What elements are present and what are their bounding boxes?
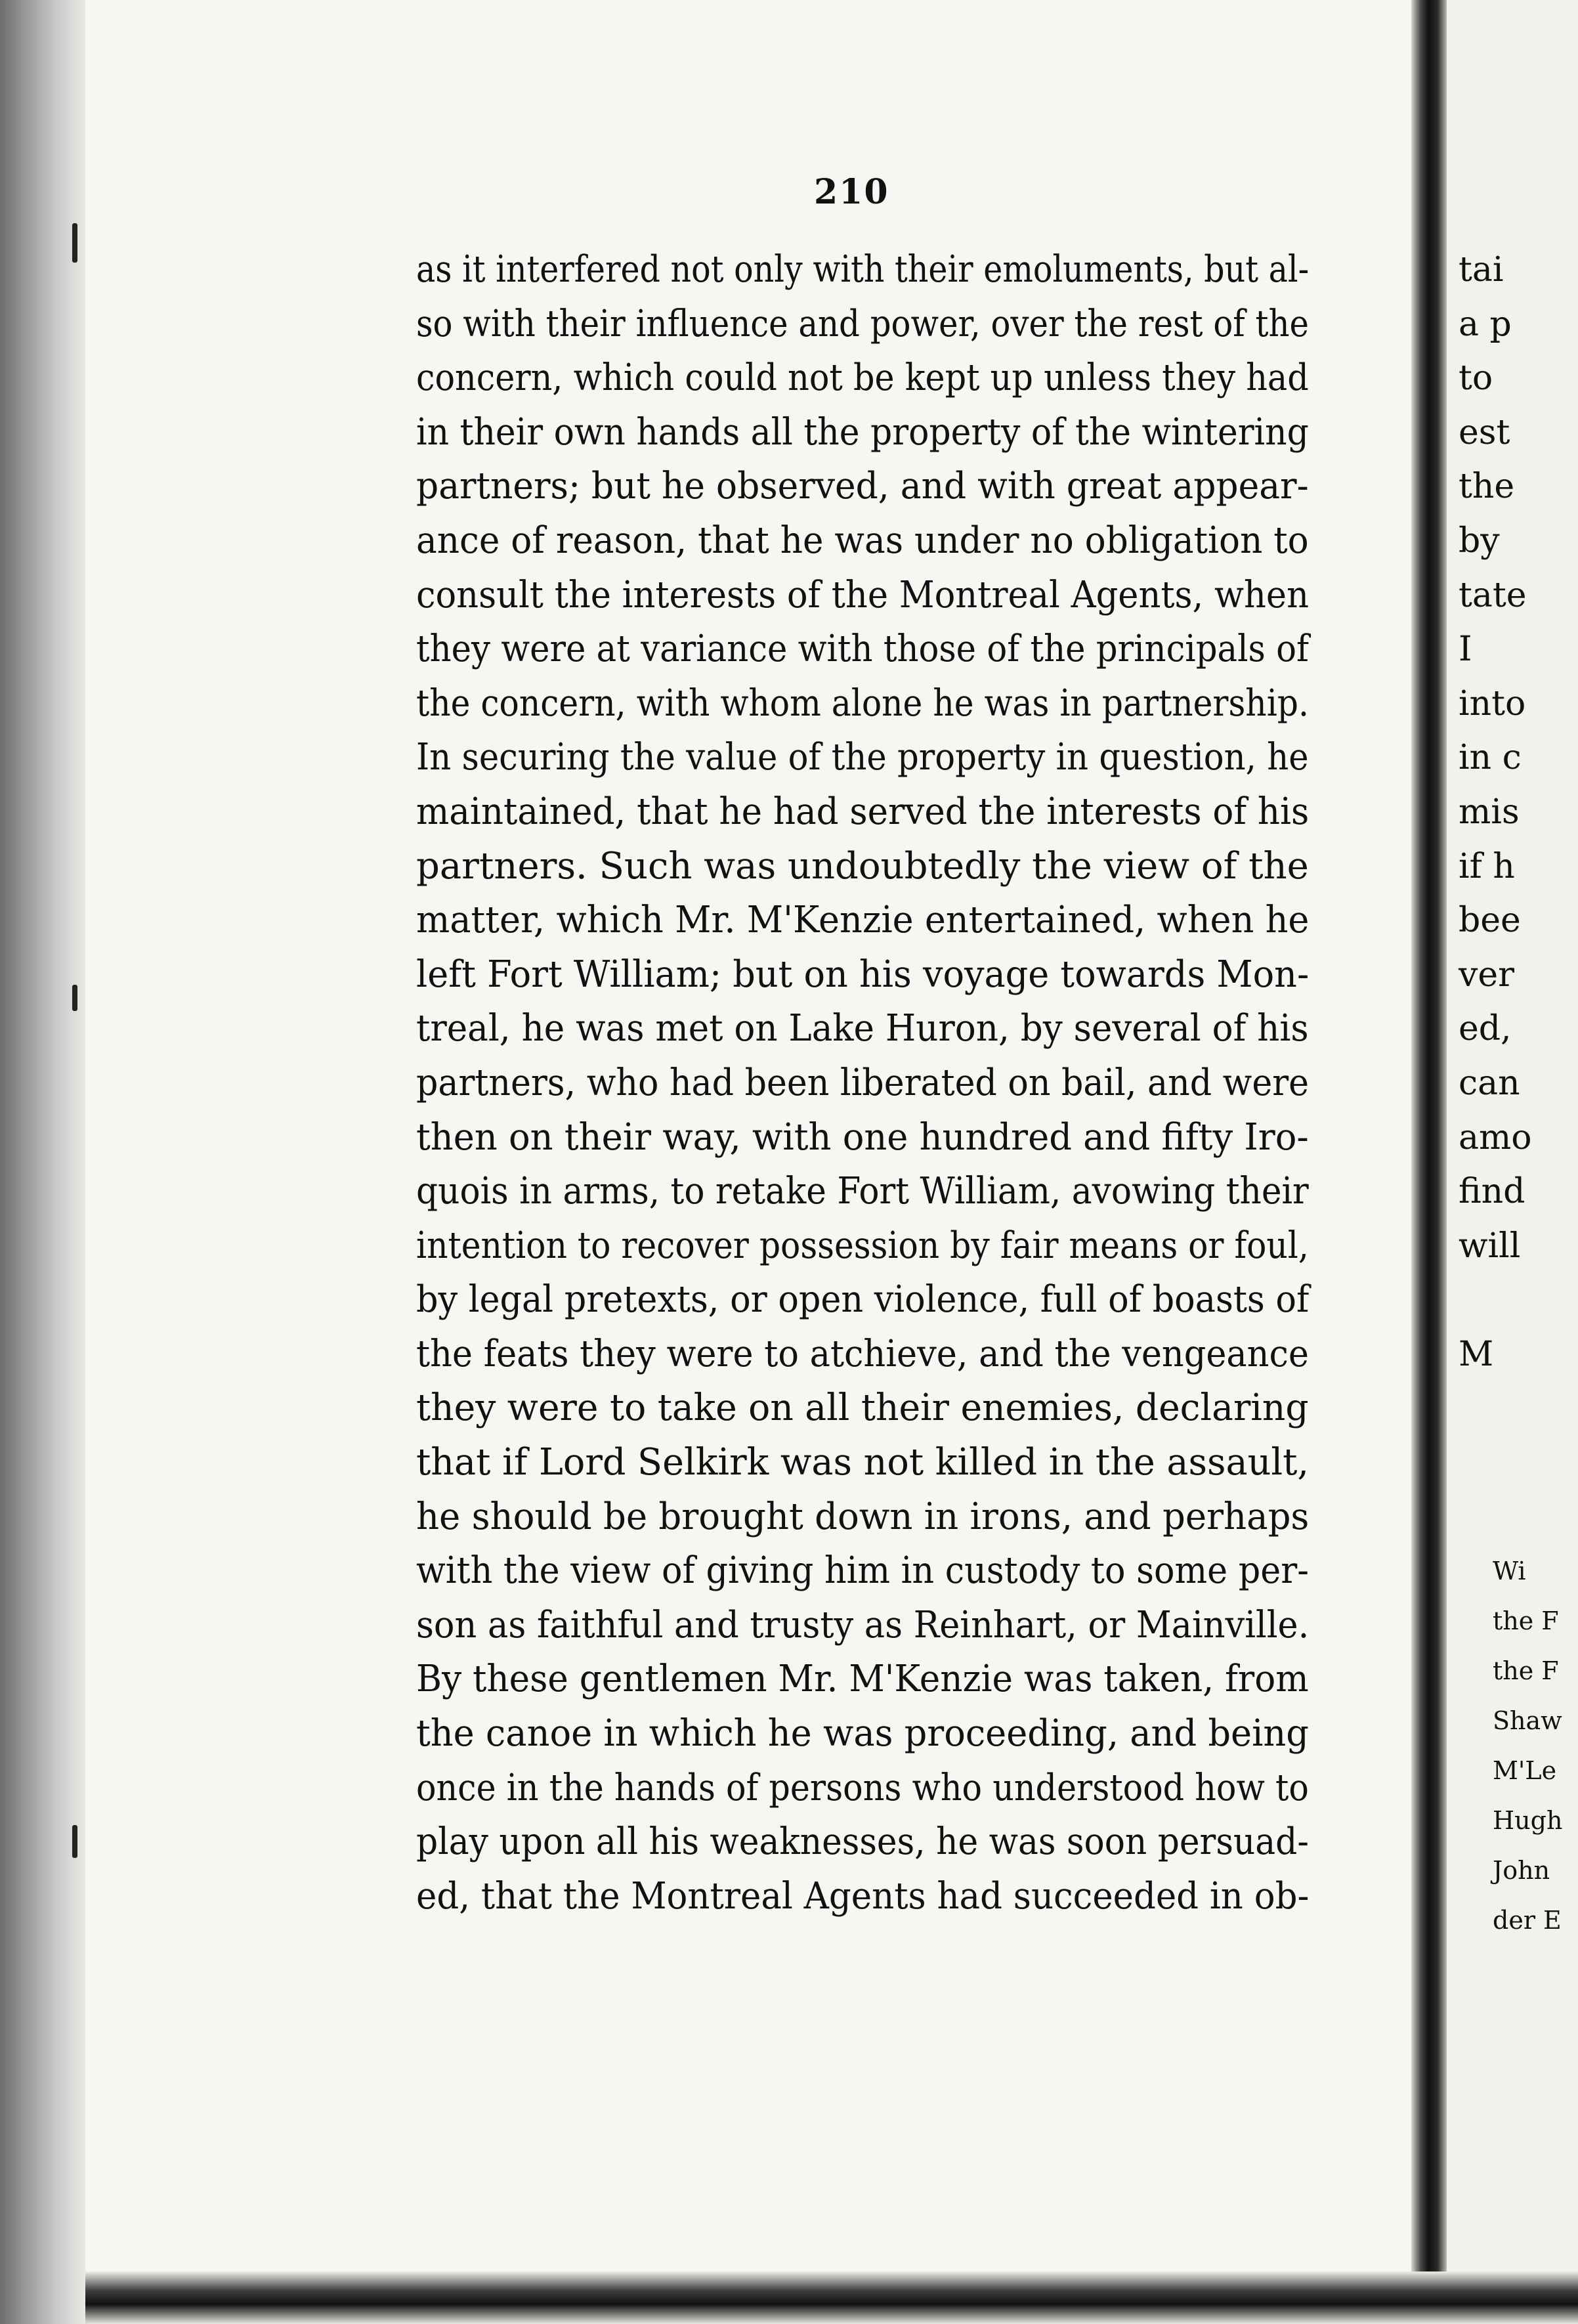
facing-text-line: M <box>1459 1334 1494 1374</box>
text-line: they were to take on all their enemies, declaring <box>416 1387 1309 1430</box>
text-line: matter, which Mr. M'Kenzie entertained, when he <box>416 899 1310 942</box>
text-line: that if Lord Selkirk was not killed in the assault, <box>416 1441 1310 1484</box>
facing-text-line: find <box>1459 1172 1525 1212</box>
facing-text-line: tai <box>1459 250 1504 290</box>
text-line: In securing the value of the property in question, he <box>416 736 1309 779</box>
facing-footnote-line: Shaw <box>1493 1706 1562 1735</box>
facing-footnote-line: der E <box>1493 1906 1562 1935</box>
text-line: they were at variance with those of the principals of <box>416 628 1309 671</box>
facing-text-line: a p <box>1459 304 1512 344</box>
text-line: intention to recover possession by fair means or foul, <box>416 1224 1309 1267</box>
text-line: ed, that the Montreal Agents had succeeded in ob- <box>416 1874 1310 1918</box>
text-line: the feats they were to atchieve, and the vengeance <box>416 1332 1309 1375</box>
text-line: son as faithful and trusty as Reinhart, or Mainville. <box>416 1603 1310 1646</box>
text-line: in their own hands all the property of the wintering <box>416 410 1309 454</box>
book-binding-edge <box>0 0 85 2324</box>
text-line: concern, which could not be kept up unless they had <box>416 356 1309 400</box>
facing-text-line: can <box>1459 1063 1520 1103</box>
text-line: treal, he was met on Lake Huron, by several of his <box>416 1007 1309 1050</box>
facing-text-line: the <box>1459 467 1515 507</box>
text-line: maintained, that he had served the interests of his <box>416 790 1310 833</box>
text-line: By these gentlemen Mr. M'Kenzie was taken, from <box>416 1658 1309 1701</box>
facing-footnote-line: John <box>1493 1856 1550 1885</box>
facing-text-line: into <box>1459 683 1526 723</box>
facing-text-line: ver <box>1459 955 1515 995</box>
text-line: partners. Such was undoubtedly the view of the <box>416 844 1309 888</box>
facing-page-text <box>1459 243 1532 1381</box>
text-line: consult the interests of the Montreal Agents, when <box>416 573 1309 616</box>
binding-mark <box>72 985 77 1011</box>
facing-page <box>1447 0 1578 2271</box>
facing-text-line: tate <box>1459 575 1527 615</box>
text-line: the canoe in which he was proceeding, and being <box>416 1712 1309 1755</box>
facing-text-line: will <box>1459 1226 1521 1266</box>
text-line: left Fort William; but on his voyage towards Mon- <box>416 953 1310 996</box>
facing-text-line: est <box>1459 412 1510 452</box>
facing-footnote-line: the F <box>1493 1606 1559 1635</box>
text-line: he should be brought down in irons, and perhaps <box>416 1495 1310 1538</box>
binding-mark <box>72 223 77 263</box>
text-line: by legal pretexts, or open violence, full of boasts of <box>416 1278 1310 1322</box>
book-spine-gutter <box>1411 0 1447 2324</box>
text-line: as it interfered not only with their emoluments, but al- <box>416 248 1310 291</box>
facing-footnote-line: M'Le <box>1493 1756 1557 1785</box>
facing-text-line: I <box>1459 630 1472 670</box>
facing-text-line: if h <box>1459 846 1515 886</box>
text-line: partners, who had been liberated on bail, and were <box>416 1061 1310 1104</box>
text-line: ance of reason, that he was under no obligation to <box>416 519 1309 562</box>
facing-text-line <box>1459 1273 1532 1327</box>
text-line: then on their way, with one hundred and fifty Iro- <box>416 1115 1309 1159</box>
facing-text-line: by <box>1459 521 1500 561</box>
facing-text-line: ed, <box>1459 1009 1512 1049</box>
facing-text-line: in c <box>1459 738 1522 778</box>
text-line: so with their influence and power, over the rest of the <box>416 302 1310 345</box>
text-line: once in the hands of persons who understood how to <box>416 1766 1309 1809</box>
text-line: quois in arms, to retake Fort William, avowing their <box>416 1170 1309 1213</box>
text-line: partners; but he observed, and with great appear- <box>416 465 1309 508</box>
facing-text-line: to <box>1459 358 1493 398</box>
text-line: the concern, with whom alone he was in partnership. <box>416 681 1309 725</box>
facing-text-line: bee <box>1459 901 1521 941</box>
text-line: play upon all his weaknesses, he was soon persuad- <box>416 1820 1309 1864</box>
facing-text-line: mis <box>1459 792 1520 832</box>
facing-footnote-line: Hugh <box>1493 1806 1563 1835</box>
facing-footnote-line: Wi <box>1493 1557 1526 1585</box>
page-number: 210 <box>814 172 889 212</box>
facing-page-footnote <box>1493 1546 1562 1945</box>
facing-footnote-line: the F <box>1493 1656 1559 1685</box>
binding-mark <box>72 1825 77 1858</box>
facing-text-line: amo <box>1459 1117 1532 1157</box>
text-line: with the view of giving him in custody to some per- <box>416 1549 1309 1593</box>
page-bottom-edge <box>85 2271 1578 2324</box>
page-body-text <box>416 243 1309 1924</box>
